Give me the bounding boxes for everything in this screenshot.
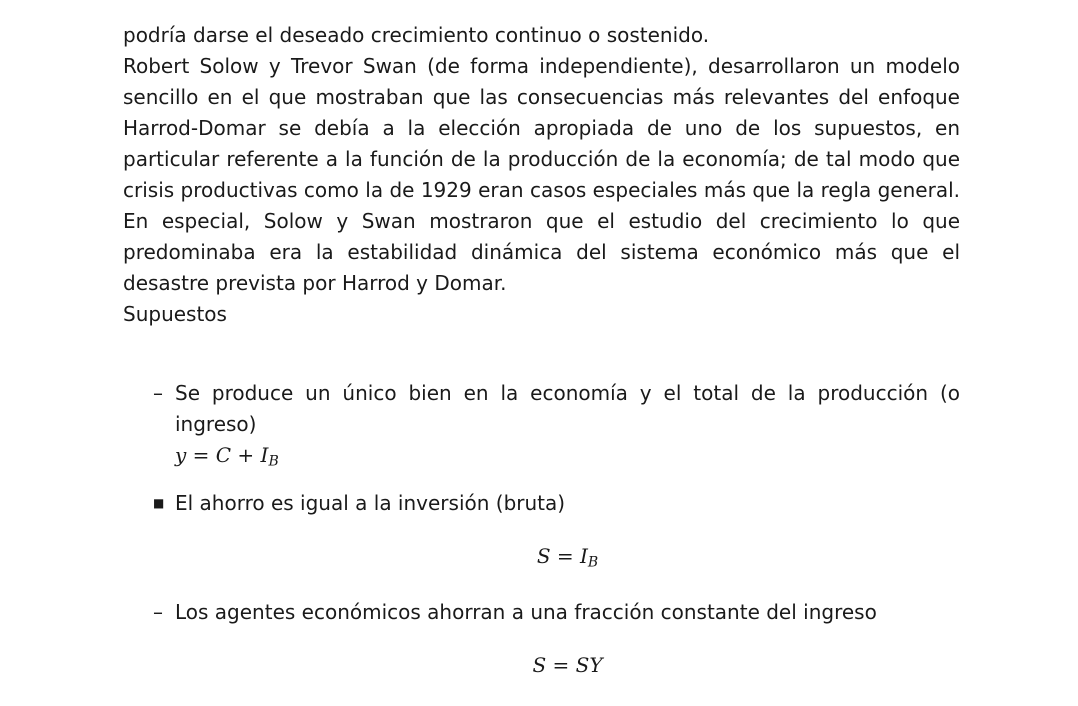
equation-base: S = I	[536, 544, 588, 568]
assumptions-list	[123, 378, 960, 681]
paragraph-continuation: podría darse el deseado crecimiento continuo o sostenido.	[123, 23, 710, 47]
document-page	[123, 20, 960, 706]
list-item	[123, 488, 960, 519]
equation-base: S = SY	[532, 653, 603, 677]
dash-bullet-icon: –	[153, 381, 163, 405]
dash-bullet-icon: –	[153, 600, 163, 624]
list-item-text: Los agentes económicos ahorran a una fracción constante del ingreso	[175, 600, 877, 624]
list-item-text: El ahorro es igual a la inversión (bruta)	[175, 491, 566, 515]
equation-inline	[175, 440, 960, 471]
square-bullet-icon: ■	[153, 496, 165, 510]
list-item-text: Se produce un único bien en la economía y el total de la producción (o ingreso)	[175, 381, 960, 436]
section-heading: Supuestos	[123, 302, 227, 326]
equation-display	[123, 650, 960, 681]
equation-base: y = C + I	[175, 443, 269, 467]
list-item	[123, 378, 960, 471]
paragraph-solow-swan: Robert Solow y Trevor Swan (de forma independiente), desarrollaron un modelo sencillo en el que mostraban que las consecuencias más relevantes del enfoque Harrod-Domar se debía a la elección apropiada de uno de los supuestos, en particular referente a la función de la producción de la economía; de tal modo que crisis productivas como la de 1929 eran casos especiales más que la regla general. En especial, Solow y Swan mostraron que el estudio del crecimiento lo que predominaba era la estabilidad dinámica del sistema económico más que el desastre prevista por Harrod y Domar.	[123, 54, 960, 295]
list-item	[123, 597, 960, 628]
equation-subscript: B	[268, 453, 279, 470]
equation-subscript: B	[587, 554, 599, 571]
equation-display	[123, 541, 960, 572]
